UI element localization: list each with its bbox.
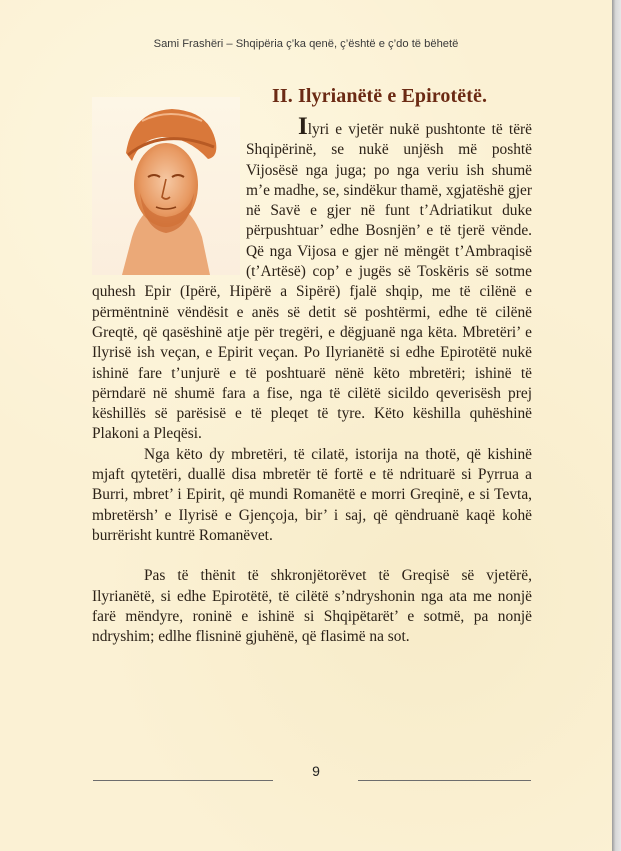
- page-edge-shadow: [612, 0, 621, 851]
- drop-cap: I: [298, 113, 308, 140]
- running-header: Sami Frashëri – Shqipëria ç’ka qenë, ç’është e ç’do të bëhetë: [153, 38, 459, 50]
- image-wrap-spacer: [92, 118, 246, 278]
- paragraph-1: [92, 113, 532, 445]
- chapter-title: II. Ilyrianëtë e Epirotëtë.: [272, 85, 488, 107]
- footer-rule-left: [93, 780, 273, 781]
- paragraph-3: Pas të thënit të shkronjëtorëvet të Greqisë së vjetërë, Ilyrianëtë, si edhe Epirotëtë, të cilëtë s’ndryshonin nga ata me nonjë farë mëndyre, roninë e ishinë si Shqipëtarët’ e sotmë, pa nonjë ndryshim; edlhe flisninë gjuhënë, që flasimë na sot.: [92, 567, 532, 646]
- footer-rule-right: [358, 780, 531, 781]
- paragraph-2: Nga këto dy mbretëri, të cilatë, istorija na thotë, që kishinë mjaft qytetëri, duallë disa mbretër të fortë e të ndrituarë si Pyrrua a Burri, mbret’ i Epirit, që mundi Romanëtë e morri Greqinë, e si Tevta, mbretërsh’ e Ilyrisë e Gjençoja, bir’ i saj, që qëndruanë kaqë kohë burrërisht kuntrë Romanëvet.: [92, 445, 532, 544]
- chapter-body: [92, 113, 532, 647]
- paragraph-1-text: lyri e vjetër nukë pushtonte të tërë Shqipërinë, se nukë unjësh më poshtë Vijosësë nga juga; po nga veriu ish shumë m’e madhe, se, sindëkur thamë, xgjatëshë gjer në Savë e gjer në funt t’Adriatikut duke përpushtuar’ edhe Bosnjën’ e të tjerë vënde. Që nga Vijosa e gjer në mëngët t’Ambraqisë (t’Artësë) cop’ e jugës së Toskëris së sotme quhesh Epir (Ipërë, Hipërë a Sipërë) fjalë shqip, me të cilënë e përmëntninë vëndësit e anës së detit së poshtërmi, edhe të cilënë Greqtë, që qasëshinë atje për tregëri, e dëgjuanë nga këta. Mbretëri’ e Ilyrisë ish veçan, e Epirit veçan. Po Ilyrianëtë si edhe Epirotëtë nukë ishinë fare t’unjurë e të poshtuarë nënë këto mbretëri; ishinë të përndarë në shumë fara a fise, nga të cilëtë sicildo qeverisësh prej këshillës së parësisë e të pleqet të tyre. Këto këshilla quhëshinë Plakoni a Pleqësi.: [92, 121, 532, 443]
- page-number: 9: [312, 763, 320, 779]
